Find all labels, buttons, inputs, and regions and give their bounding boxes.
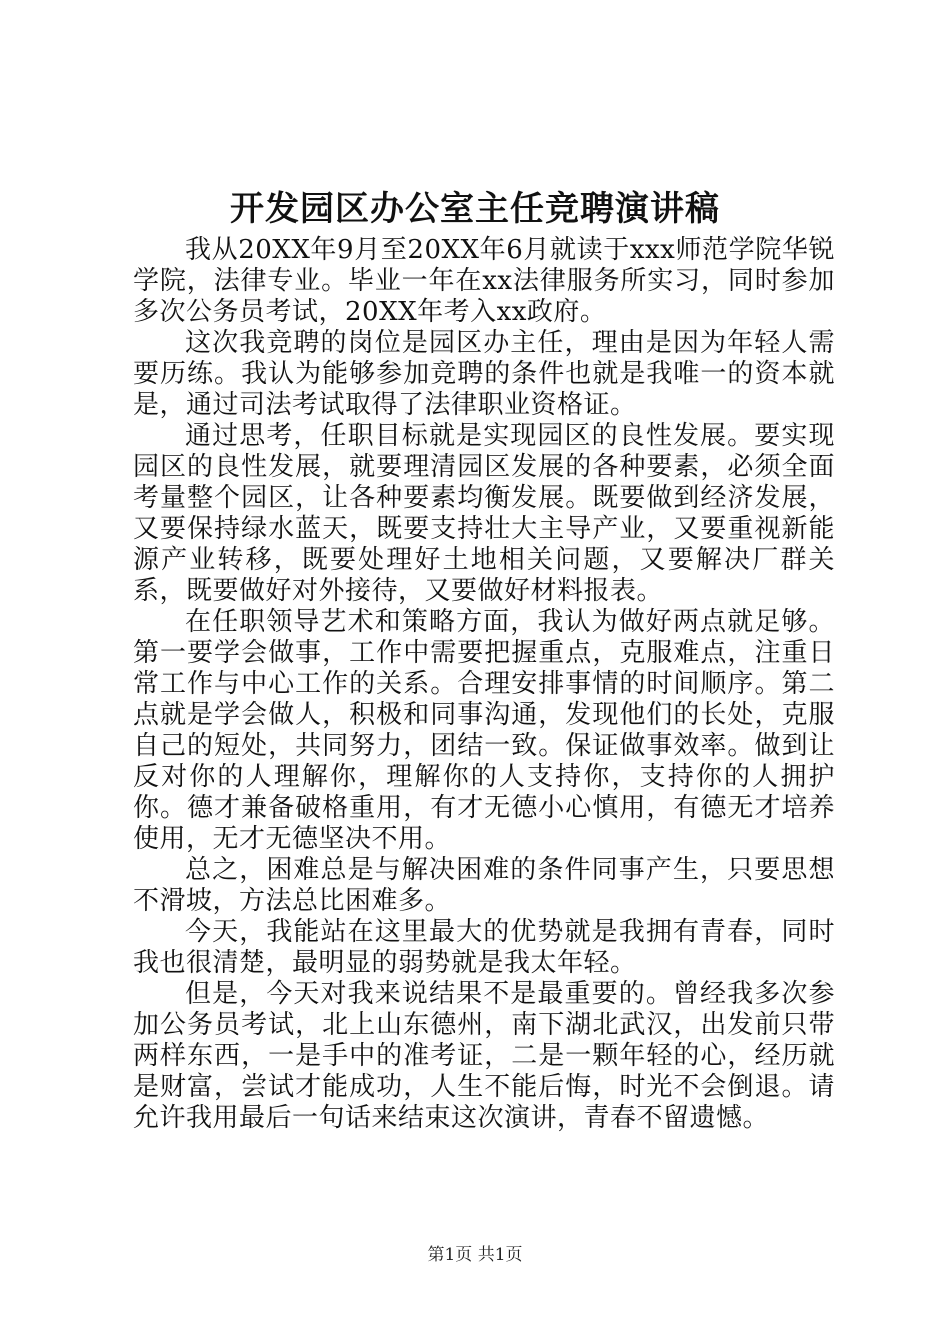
paragraph-5: 总之，困难总是与解决困难的条件同事产生，只要思想不滑坡，方法总比困难多。	[133, 855, 835, 916]
paragraph-3: 通过思考，任职目标就是实现园区的良性发展。要实现园区的良性发展，就要理清园区发展的各种要素，必须全面考量整个园区，让各种要素均衡发展。既要做到经济发展，又要保持绿水蓝天，既要支持壮大主导产业，又要重视新能源产业转移，既要处理好土地相关问题，又要解决厂群关系，既要做好对外接待，又要做好材料报表。	[133, 421, 835, 606]
paragraph-1: 我从20XX年9月至20XX年6月就读于xxx师范学院华锐学院，法律专业。毕业一年在xx法律服务所实习，同时参加多次公务员考试，20XX年考入xx政府。	[133, 235, 835, 327]
document-title: 开发园区办公室主任竞聘演讲稿	[230, 189, 720, 229]
page-number-footer: 第1页 共1页	[427, 1245, 523, 1265]
paragraph-4: 在任职领导艺术和策略方面，我认为做好两点就足够。第一要学会做事，工作中需要把握重点，克服难点，注重日常工作与中心工作的关系。合理安排事情的时间顺序。第二点就是学会做人，积极和同事沟通，发现他们的长处，克服自己的短处，共同努力，团结一致。保证做事效率。做到让反对你的人理解你，理解你的人支持你，支持你的人拥护你。德才兼备破格重用，有才无德小心慎用，有德无才培养使用，无才无德坚决不用。	[133, 607, 835, 854]
paragraph-6: 今天，我能站在这里最大的优势就是我拥有青春，同时我也很清楚，最明显的弱势就是我太年轻。	[133, 917, 835, 978]
document-body	[133, 235, 835, 1134]
paragraph-2: 这次我竞聘的岗位是园区办主任，理由是因为年轻人需要历练。我认为能够参加竞聘的条件也就是我唯一的资本就是，通过司法考试取得了法律职业资格证。	[133, 328, 835, 420]
paragraph-7: 但是，今天对我来说结果不是最重要的。曾经我多次参加公务员考试，北上山东德州，南下湖北武汉，出发前只带两样东西，一是手中的准考证，二是一颗年轻的心，经历就是财富，尝试才能成功，人生不能后悔，时光不会倒退。请允许我用最后一句话来结束这次演讲，青春不留遗憾。	[133, 979, 835, 1133]
